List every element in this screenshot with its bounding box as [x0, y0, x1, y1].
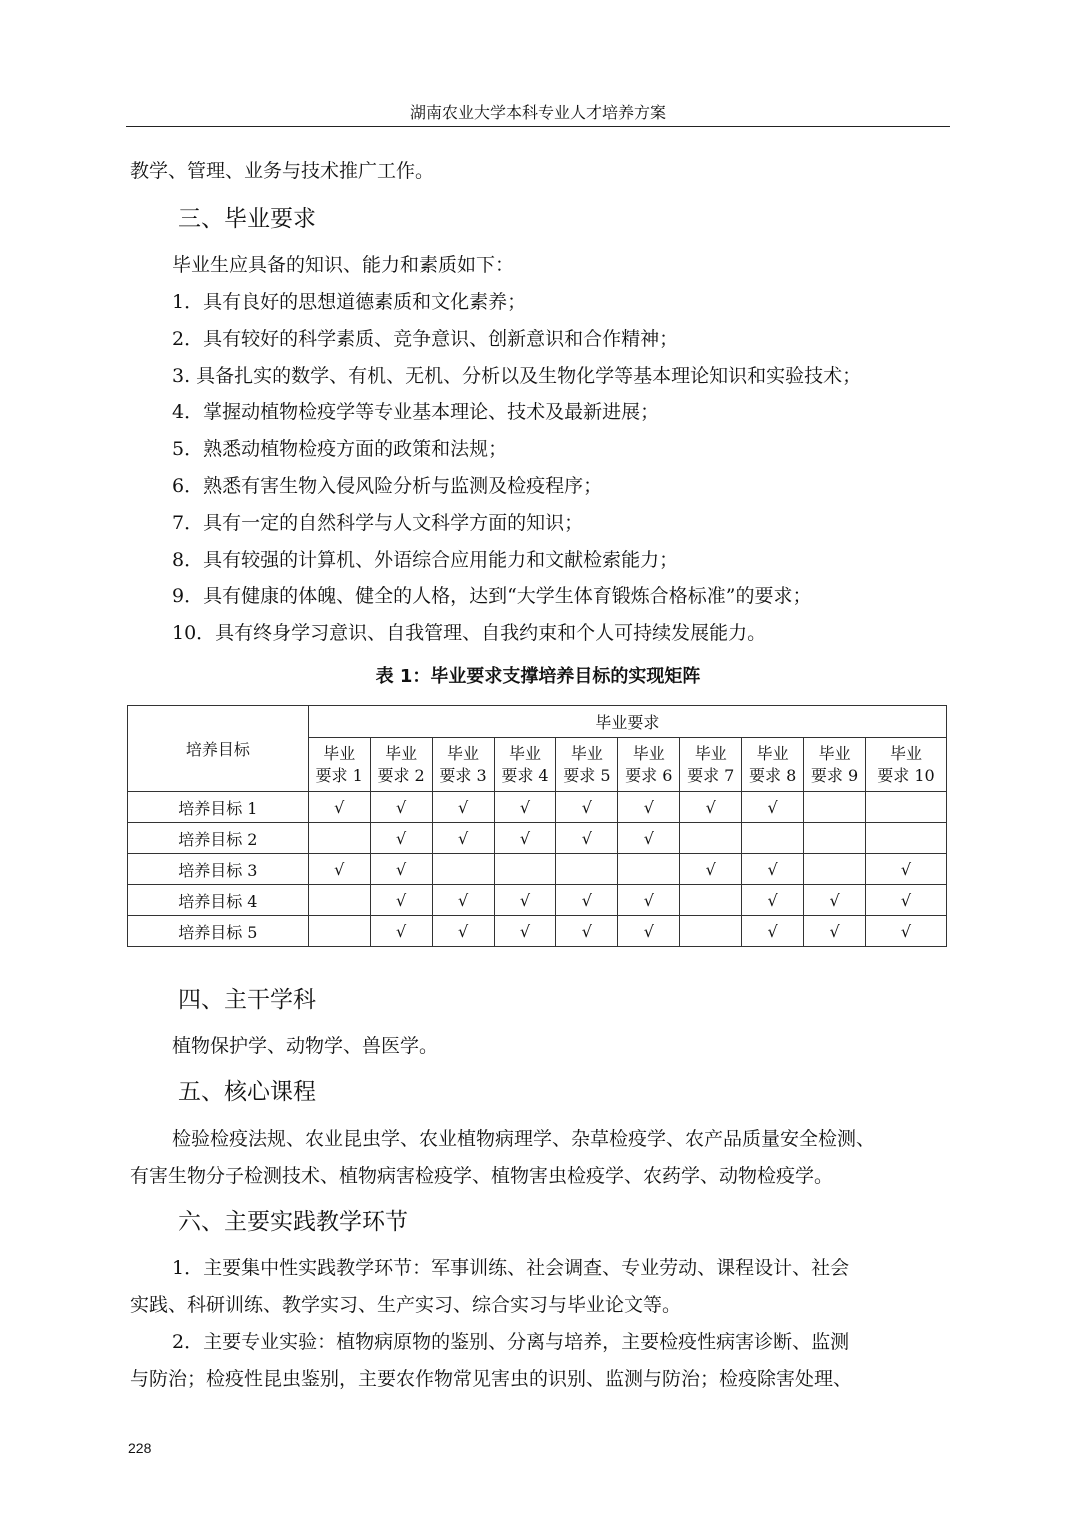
- row-label: 培养目标 1: [128, 792, 309, 823]
- column-header-line1: 毕业: [447, 743, 480, 763]
- section6-heading: 六、主要实践教学环节: [178, 1209, 408, 1235]
- check-cell: [804, 792, 866, 823]
- check-cell: √: [556, 885, 618, 916]
- running-header: 湖南农业大学本科专业人才培养方案: [126, 100, 950, 127]
- check-cell: √: [804, 916, 866, 947]
- column-header: [370, 738, 432, 792]
- requirements-matrix-table: [127, 705, 947, 947]
- check-cell: √: [308, 792, 370, 823]
- column-header: [804, 738, 866, 792]
- section5-line1: 检验检疫法规、农业昆虫学、农业植物病理学、杂草检疫学、农产品质量安全检测、: [172, 1128, 876, 1150]
- column-header-line2: 要求 2: [377, 765, 425, 785]
- column-header: [618, 738, 680, 792]
- check-cell: √: [432, 792, 494, 823]
- check-cell: √: [742, 916, 804, 947]
- check-cell: [680, 885, 742, 916]
- column-header: [432, 738, 494, 792]
- check-cell: √: [494, 792, 556, 823]
- column-header-line1: 毕业: [818, 743, 851, 763]
- column-header-line2: 要求 10: [877, 765, 935, 785]
- check-cell: √: [618, 792, 680, 823]
- check-cell: [804, 823, 866, 854]
- column-header: [494, 738, 556, 792]
- intro-tail-text: 教学、管理、业务与技术推广工作。: [130, 160, 435, 182]
- section6-p1-line1: 1．主要集中性实践教学环节：军事训练、社会调查、专业劳动、课程设计、社会: [172, 1257, 850, 1279]
- section6-p1-line2: 实践、科研训练、教学实习、生产实习、综合实习与毕业论文等。: [130, 1294, 682, 1316]
- check-cell: [432, 854, 494, 885]
- check-cell: √: [494, 823, 556, 854]
- table-row: [128, 823, 947, 854]
- check-cell: √: [680, 854, 742, 885]
- page-number: 228: [128, 1440, 152, 1456]
- column-header-line2: 要求 4: [501, 765, 549, 785]
- table-corner-header: 培养目标: [128, 706, 309, 792]
- table-row: [128, 885, 947, 916]
- check-cell: √: [370, 823, 432, 854]
- check-cell: [742, 823, 804, 854]
- requirement-item: 6．熟悉有害生物入侵风险分析与监测及检疫程序；: [172, 475, 603, 497]
- column-header-line2: 要求 1: [315, 765, 363, 785]
- row-label: 培养目标 2: [128, 823, 309, 854]
- column-header: [742, 738, 804, 792]
- table-row: [128, 792, 947, 823]
- column-header: [866, 738, 947, 792]
- check-cell: √: [618, 885, 680, 916]
- check-cell: [866, 823, 947, 854]
- requirement-item: 2．具有较好的科学素质、竞争意识、创新意识和合作精神；: [172, 327, 679, 350]
- section3-lead: 毕业生应具备的知识、能力和素质如下：: [172, 254, 515, 276]
- section5-heading: 五、核心课程: [178, 1079, 316, 1105]
- column-header-line1: 毕业: [508, 743, 541, 763]
- check-cell: √: [494, 885, 556, 916]
- check-cell: [308, 823, 370, 854]
- check-cell: √: [742, 854, 804, 885]
- check-cell: [556, 854, 618, 885]
- column-header-line1: 毕业: [323, 743, 356, 763]
- check-cell: √: [370, 885, 432, 916]
- check-cell: [308, 916, 370, 947]
- requirement-item: 8．具有较强的计算机、外语综合应用能力和文献检索能力；: [172, 548, 679, 571]
- check-cell: √: [432, 885, 494, 916]
- check-cell: [618, 854, 680, 885]
- table-row: [128, 854, 947, 885]
- column-header-line1: 毕业: [890, 743, 923, 763]
- check-cell: √: [308, 854, 370, 885]
- column-header-line2: 要求 6: [625, 765, 673, 785]
- column-header-line1: 毕业: [694, 743, 727, 763]
- check-cell: √: [618, 916, 680, 947]
- section6-p2-line1: 2．主要专业实验：植物病原物的鉴别、分离与培养，主要检疫性病害诊断、监测: [172, 1331, 850, 1353]
- check-cell: √: [804, 885, 866, 916]
- requirement-item: 5．熟悉动植物检疫方面的政策和法规；: [172, 438, 508, 461]
- column-header-line1: 毕业: [632, 743, 665, 763]
- check-cell: √: [556, 916, 618, 947]
- section3-heading: 三、毕业要求: [178, 206, 316, 232]
- table-caption: 表 1：毕业要求支撑培养目标的实现矩阵: [375, 666, 701, 687]
- check-cell: [866, 792, 947, 823]
- check-cell: √: [556, 792, 618, 823]
- check-cell: √: [680, 792, 742, 823]
- row-label: 培养目标 4: [128, 885, 309, 916]
- section6-p2-line2: 与防治；检疫性昆虫鉴别，主要农作物常见害虫的识别、监测与防治；检疫除害处理、: [130, 1368, 853, 1390]
- check-cell: √: [742, 885, 804, 916]
- section4-heading: 四、主干学科: [178, 987, 316, 1013]
- check-cell: √: [556, 823, 618, 854]
- section4-text: 植物保护学、动物学、兽医学。: [172, 1035, 439, 1057]
- requirement-item: 10．具有终身学习意识、自我管理、自我约束和个人可持续发展能力。: [172, 622, 767, 645]
- check-cell: √: [494, 916, 556, 947]
- row-label: 培养目标 3: [128, 854, 309, 885]
- column-header-line1: 毕业: [570, 743, 603, 763]
- check-cell: [680, 916, 742, 947]
- requirement-item: 3. 具备扎实的数学、有机、无机、分析以及生物化学等基本理论知识和实验技术；: [172, 364, 862, 387]
- row-label: 培养目标 5: [128, 916, 309, 947]
- check-cell: √: [866, 916, 947, 947]
- column-header-line2: 要求 5: [563, 765, 611, 785]
- check-cell: √: [618, 823, 680, 854]
- check-cell: √: [742, 792, 804, 823]
- requirement-item: 9．具有健康的体魄、健全的人格，达到“大学生体育锻炼合格标准”的要求；: [172, 585, 812, 608]
- check-cell: √: [432, 916, 494, 947]
- table-row: [128, 916, 947, 947]
- table-group-header: 毕业要求: [308, 706, 946, 738]
- column-header: [308, 738, 370, 792]
- section5-line2: 有害生物分子检测技术、植物病害检疫学、植物害虫检疫学、农药学、动物检疫学。: [130, 1165, 834, 1187]
- requirement-item: 1．具有良好的思想道德素质和文化素养；: [172, 291, 527, 313]
- check-cell: √: [866, 854, 947, 885]
- column-header-line1: 毕业: [756, 743, 789, 763]
- check-cell: [680, 823, 742, 854]
- check-cell: [494, 854, 556, 885]
- check-cell: [308, 885, 370, 916]
- requirement-item: 4．掌握动植物检疫学等专业基本理论、技术及最新进展；: [172, 401, 660, 424]
- column-header-line2: 要求 7: [687, 765, 735, 785]
- check-cell: √: [370, 916, 432, 947]
- column-header-line2: 要求 3: [439, 765, 487, 785]
- check-cell: √: [370, 854, 432, 885]
- check-cell: √: [432, 823, 494, 854]
- column-header-line2: 要求 8: [749, 765, 797, 785]
- column-header-line1: 毕业: [385, 743, 418, 763]
- requirement-item: 7．具有一定的自然科学与人文科学方面的知识；: [172, 511, 584, 534]
- column-header: [556, 738, 618, 792]
- check-cell: √: [370, 792, 432, 823]
- column-header-line2: 要求 9: [810, 765, 859, 785]
- check-cell: √: [866, 885, 947, 916]
- check-cell: [804, 854, 866, 885]
- column-header: [680, 738, 742, 792]
